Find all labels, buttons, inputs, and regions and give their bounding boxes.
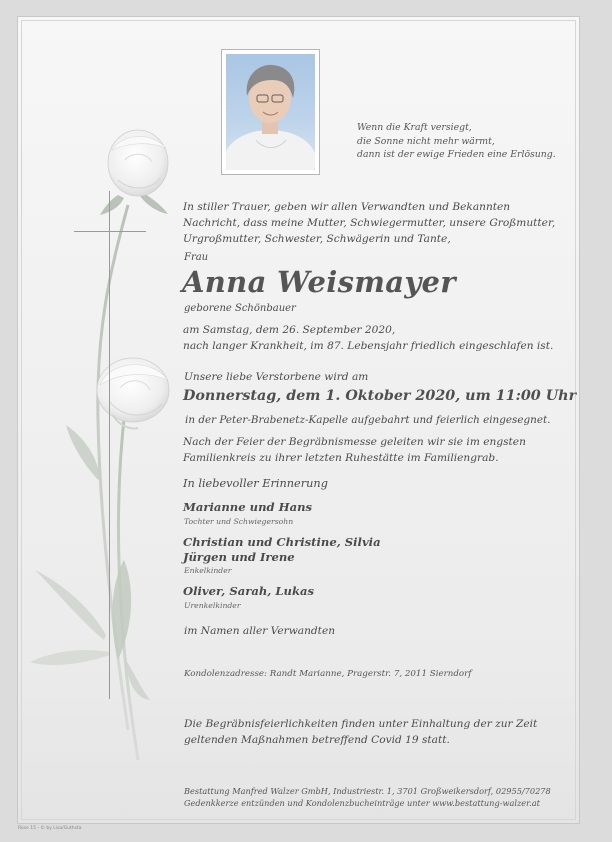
death-circumstances: nach langer Krankheit, im 87. Lebensjahr friedlich eingeschlafen ist. [183, 339, 554, 352]
mourner-group-1-relation: Tochter und Schwiegersohn [184, 517, 294, 526]
quote-line-2: die Sonne nicht mehr wärmt, [357, 135, 495, 147]
mourner-group-1-names: Marianne und Hans [183, 500, 313, 514]
intro-line-3: Urgroßmutter, Schwester, Schwägerin und Tante, [183, 232, 451, 245]
image-credit: Rose 15 - © by Lisa/Guthsta [18, 826, 82, 831]
birth-name: geborene Schönbauer [184, 303, 296, 314]
mourner-group-2-names-1: Christian und Christine, Silvia [183, 535, 381, 549]
burial-line-2: Familienkreis zu ihrer letzten Ruhestätte im Familiengrab. [183, 451, 499, 464]
burial-note [183, 435, 526, 467]
footer-line-2: Gedenkkerze entzünden und Kondolenzbucheinträge unter www.bestattung-walzer.at [184, 797, 540, 808]
funeral-intro: Unsere liebe Verstorbene wird am [184, 371, 369, 383]
death-date: am Samstag, dem 26. September 2020, [183, 324, 396, 336]
memorial-quote [357, 121, 556, 162]
death-notice [183, 323, 553, 355]
mourner-group-3-relation: Urenkelkinder [184, 601, 241, 610]
funeral-date: Donnerstag, dem 1. Oktober 2020, um 11:00 Uhr [183, 388, 577, 404]
announcement-intro [183, 200, 555, 247]
condolence-address: Kondolenzadresse: Randt Marianne, Pragerstr. 7, 2011 Sierndorf [184, 669, 472, 679]
undertaker-footer [184, 786, 551, 809]
mourner-group-2-relation: Enkelkinder [184, 566, 232, 575]
honorific: Frau [184, 252, 209, 263]
covid-line-2: geltenden Maßnahmen betreffend Covid 19 statt. [184, 733, 450, 746]
quote-line-3: dann ist der ewige Frieden eine Erlösung. [357, 149, 556, 160]
portrait-photo [226, 54, 315, 170]
top-rose [108, 130, 168, 196]
portrait-frame [221, 49, 320, 175]
intro-line-2: Nachricht, dass meine Mutter, Schwiegermutter, unsere Großmutter, [183, 216, 556, 229]
covid-note [184, 717, 537, 749]
intro-line-1: In stiller Trauer, geben wir allen Verwandten und Bekannten [183, 201, 511, 213]
mourners-heading: In liebevoller Erinnerung [183, 477, 328, 490]
mourner-group-3-names: Oliver, Sarah, Lukas [183, 584, 315, 598]
covid-line-1: Die Begräbnisfeierlichkeiten finden unter Einhaltung der zur Zeit [184, 718, 538, 730]
deceased-name: Anna Weismayer [182, 265, 456, 299]
cross-horizontal-bar [74, 231, 146, 232]
mourner-group-2-names-2: Jürgen und Irene [183, 550, 295, 564]
portrait-figure [226, 54, 315, 170]
quote-line-1: Wenn die Kraft versiegt, [357, 122, 472, 133]
burial-line-1: Nach der Feier der Begräbnismesse geleiten wir sie im engsten [183, 436, 526, 448]
cross-vertical-bar [109, 191, 110, 699]
footer-line-1: Bestattung Manfred Walzer GmbH, Industriestr. 1, 3701 Großweikersdorf, 02955/70278 [184, 786, 551, 796]
middle-rose [97, 358, 169, 428]
funeral-place: in der Peter-Brabenetz-Kapelle aufgebahrt und feierlich eingesegnet. [185, 414, 551, 426]
mourners-closing: im Namen aller Verwandten [184, 625, 336, 637]
